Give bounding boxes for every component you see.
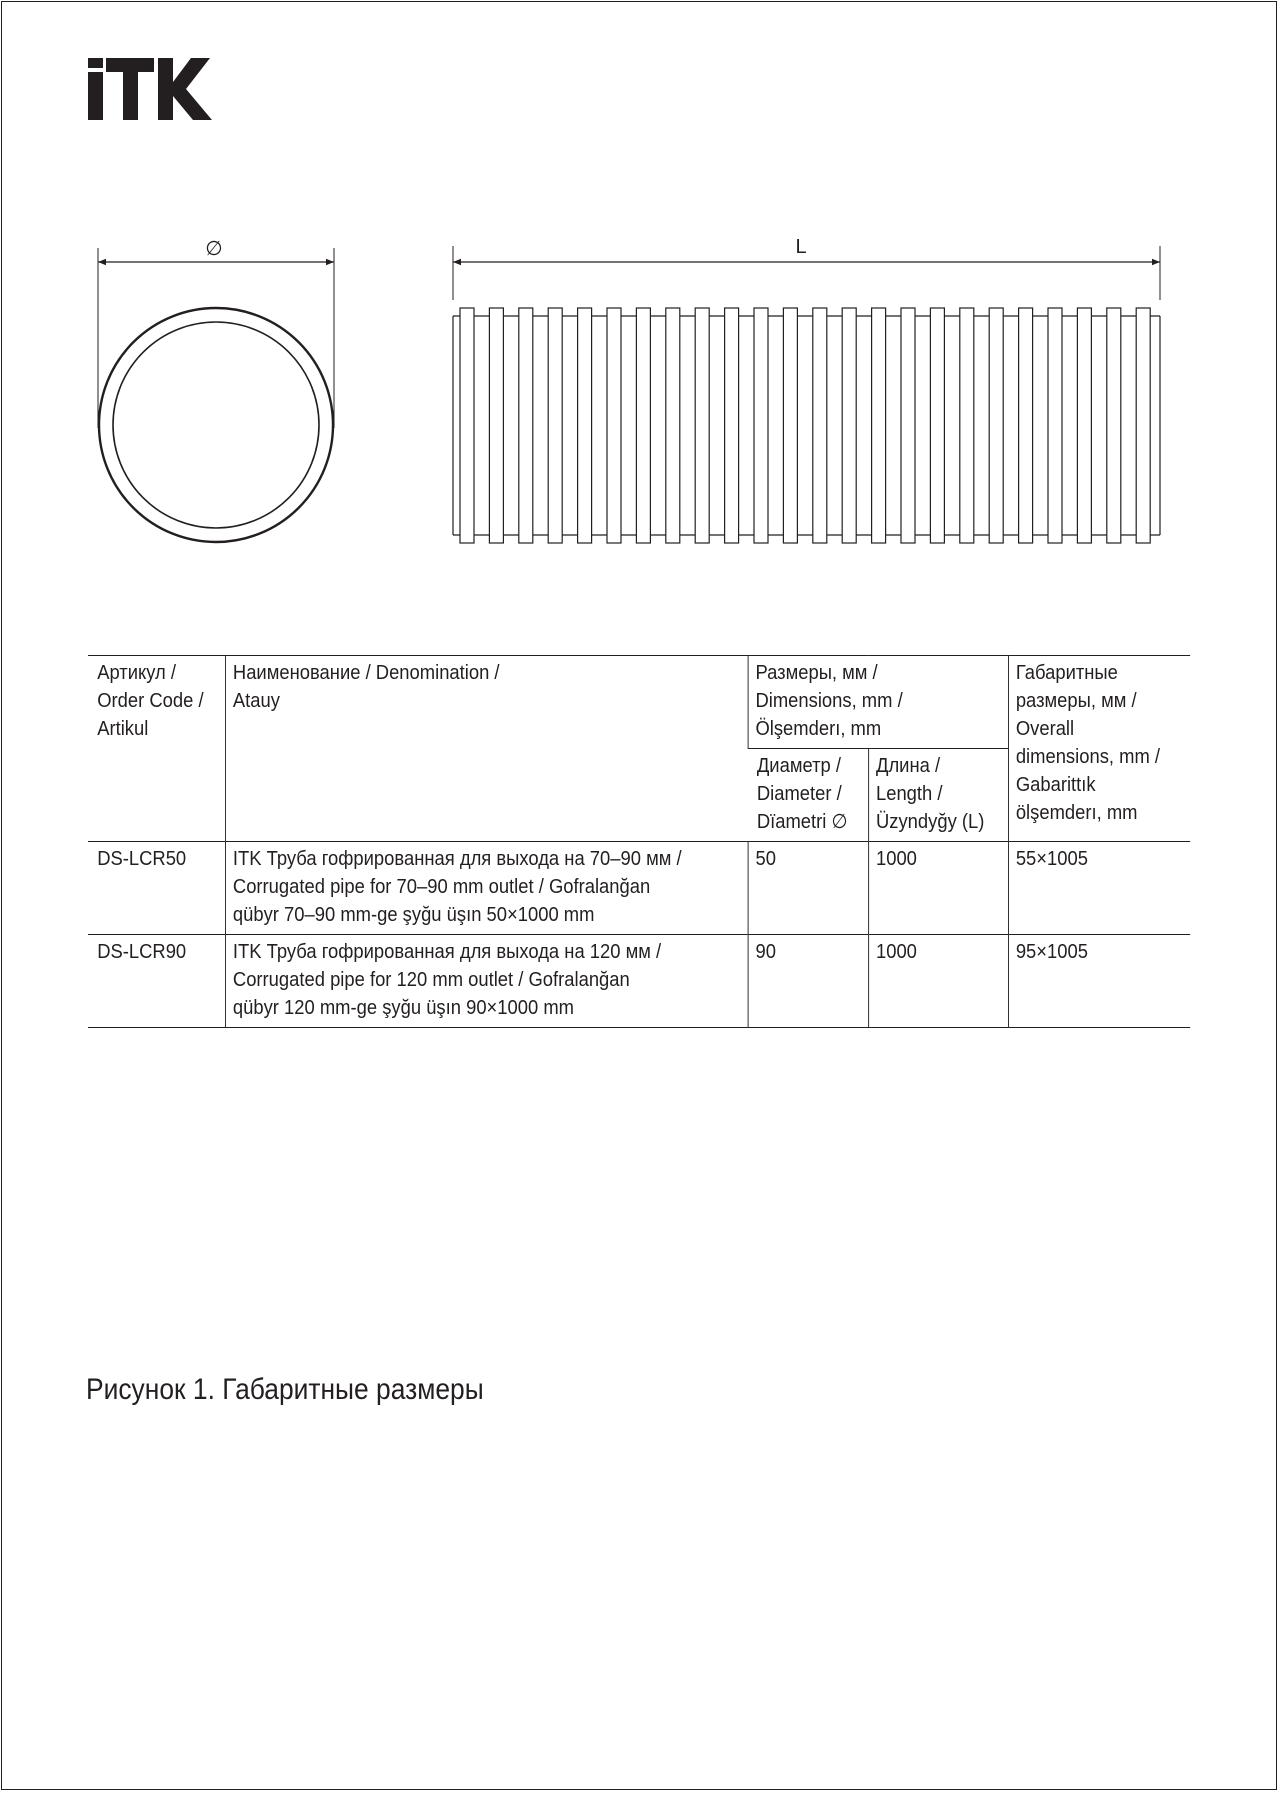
cell-length: 1000 — [868, 935, 1008, 1028]
pipe-rib — [548, 308, 562, 543]
header-order-code: Артикул / Order Code / Artikul — [88, 656, 225, 842]
pipe-rib — [489, 308, 503, 543]
pipe-rib — [725, 308, 739, 543]
pipe-rib — [872, 308, 886, 543]
pipe-rib — [1107, 308, 1121, 543]
pipe-rib — [813, 308, 827, 543]
cell-denomination: ITK Труба гофрированная для выхода на 70–90 мм / Corrugated pipe for 70–90 mm outlet / Gofralanğan qübyr 70–90 mm-ge şyğu üşın 50×1000 mm — [225, 842, 748, 935]
pipe-rib — [754, 308, 768, 543]
pipe-rib — [607, 308, 621, 543]
pipe-rib — [783, 308, 797, 543]
pipe-rib — [1077, 308, 1091, 543]
pipe-end-view — [98, 248, 334, 542]
header-dimensions: Размеры, мм / Dimensions, mm / Ölşemderı, mm — [748, 656, 1008, 749]
table-header-row — [88, 656, 1190, 749]
header-denomination: Наименование / Denomination / Atauy — [225, 656, 748, 842]
cell-diameter: 50 — [748, 842, 869, 935]
cell-overall: 55×1005 — [1008, 842, 1190, 935]
header-diameter: Диаметр / Diameter / Dïametri ∅ — [748, 749, 869, 842]
pipe-rib — [460, 308, 474, 543]
pipe-rib — [666, 308, 680, 543]
pipe-side-view — [453, 246, 1160, 543]
cell-order-code: DS-LCR50 — [88, 842, 225, 935]
pipe-rib — [1136, 308, 1150, 543]
cell-overall: 95×1005 — [1008, 935, 1190, 1028]
pipe-rib — [1048, 308, 1062, 543]
cell-order-code: DS-LCR90 — [88, 935, 225, 1028]
figure-caption: Рисунок 1. Габаритные размеры — [86, 1373, 484, 1406]
pipe-rib — [842, 308, 856, 543]
pipe-rib — [636, 308, 650, 543]
length-symbol: L — [795, 236, 807, 258]
header-overall: Габаритные размеры, мм / Overall dimensions, mm / Gabarittık ölşemderı, mm — [1008, 656, 1190, 842]
pipe-rib — [989, 308, 1003, 543]
pipe-rib — [519, 308, 533, 543]
pipe-rib — [1019, 308, 1033, 543]
table-row — [88, 842, 1190, 935]
table-row — [88, 935, 1190, 1028]
pipe-rib — [695, 308, 709, 543]
cell-length: 1000 — [868, 842, 1008, 935]
specification-table — [88, 655, 1190, 1028]
header-length: Длина / Length / Üzyndyğy (L) — [868, 749, 1008, 842]
pipe-rib — [960, 308, 974, 543]
cell-diameter: 90 — [748, 935, 869, 1028]
pipe-rib — [578, 308, 592, 543]
pipe-rib — [901, 308, 915, 543]
cell-denomination: ITK Труба гофрированная для выхода на 120 мм / Corrugated pipe for 120 mm outlet / Gofralanğan qübyr 120 mm-ge şyğu üşın 90×1000 mm — [225, 935, 748, 1028]
pipe-rib — [930, 308, 944, 543]
pipe-drawing — [0, 0, 1280, 560]
diameter-symbol: ∅ — [205, 238, 223, 260]
